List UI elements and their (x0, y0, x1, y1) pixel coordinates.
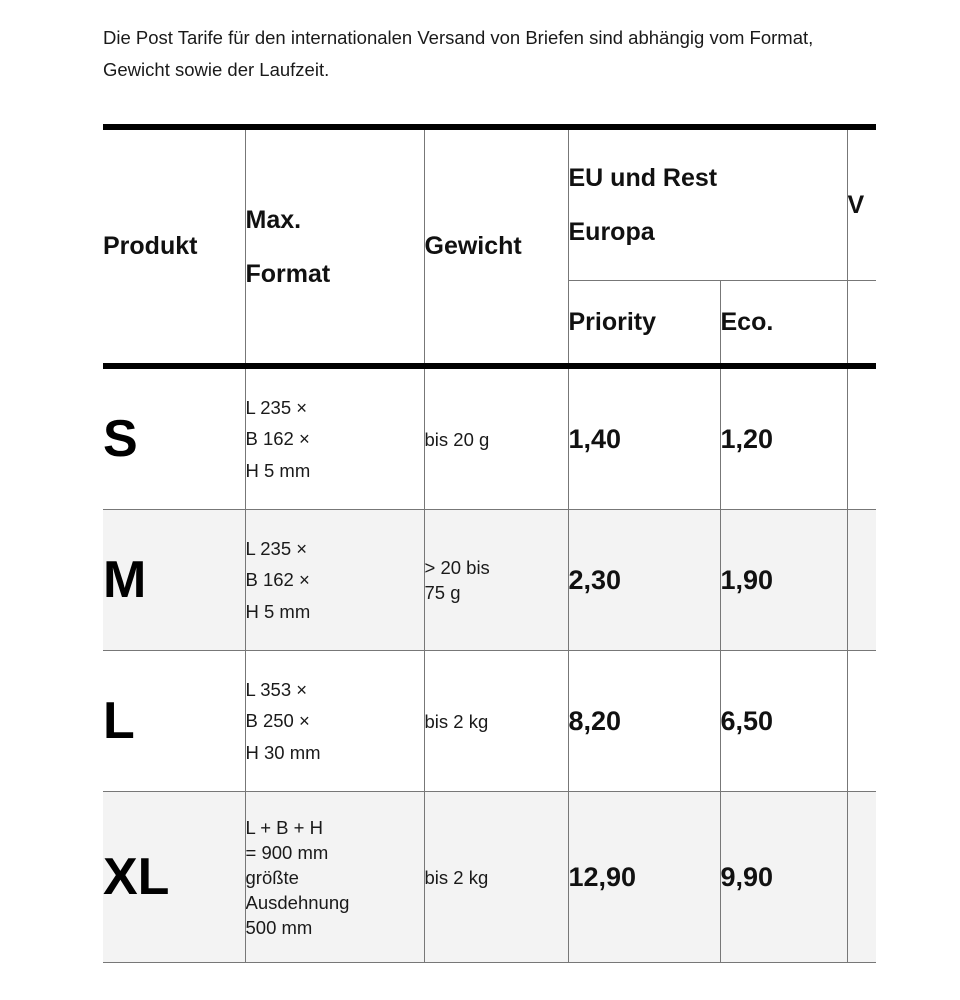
weight-cell (424, 366, 568, 510)
price-eu-eco: 6,50 (720, 651, 847, 792)
format-line: = 900 mm (245, 841, 329, 863)
price-eu-priority: 2,30 (568, 510, 720, 651)
subheader-world-clipped (847, 281, 876, 367)
format-cell (245, 792, 424, 963)
header-weight: Gewicht (424, 127, 568, 366)
size-cell: M (103, 510, 245, 651)
format-line: L 353 × (245, 678, 308, 700)
format-line: größte (245, 866, 299, 888)
size-cell: L (103, 651, 245, 792)
weight-line: > 20 bis (424, 557, 490, 578)
format-line: H 5 mm (245, 459, 311, 481)
size-cell: XL (103, 792, 245, 963)
weight-line: 75 g (424, 582, 461, 603)
table-row (103, 792, 876, 963)
clipped-cell (847, 366, 876, 510)
format-line: B 250 × (245, 710, 310, 732)
tariff-table-scroll-container[interactable] (103, 124, 876, 964)
format-line: L + B + H (245, 816, 323, 838)
subheader-eu-eco: Eco. (720, 281, 847, 367)
header-format-line-2: Format (245, 259, 331, 288)
format-line: B 162 × (245, 428, 310, 450)
intro-line-1: Die Post Tarife für den internationalen Versand von Briefen sind abhängig vom Format, (103, 27, 814, 48)
weight-line: bis 2 kg (424, 710, 489, 732)
weight-cell (424, 792, 568, 963)
price-eu-priority: 1,40 (568, 366, 720, 510)
format-line: L 235 × (245, 396, 308, 418)
weight-cell (424, 651, 568, 792)
header-world-clipped: V (847, 127, 876, 281)
header-product: Produkt (103, 127, 245, 366)
clipped-cell (847, 651, 876, 792)
price-eu-eco: 1,90 (720, 510, 847, 651)
weight-cell (424, 510, 568, 651)
format-line: H 30 mm (245, 741, 321, 763)
format-line: L 235 × (245, 537, 308, 559)
price-eu-priority: 12,90 (568, 792, 720, 963)
price-eu-eco: 1,20 (720, 366, 847, 510)
header-eu-line-1: EU und Rest (568, 164, 718, 192)
format-cell (245, 651, 424, 792)
header-eu-line-2: Europa (568, 218, 655, 246)
format-cell (245, 510, 424, 651)
format-line: H 5 mm (245, 600, 311, 622)
header-row (103, 127, 876, 281)
table-row (103, 651, 876, 792)
weight-line: bis 20 g (424, 428, 490, 450)
intro-text (103, 22, 883, 86)
format-line: 500 mm (245, 916, 313, 938)
intro-line-2: Gewicht sowie der Laufzeit. (103, 59, 330, 80)
format-line: B 162 × (245, 569, 310, 591)
header-eu-rest-europe (568, 127, 847, 281)
clipped-cell (847, 510, 876, 651)
header-max-format (245, 127, 424, 366)
weight-line: bis 2 kg (424, 866, 489, 888)
table-row (103, 366, 876, 510)
header-format-line-1: Max. (245, 205, 302, 234)
format-cell (245, 366, 424, 510)
price-eu-priority: 8,20 (568, 651, 720, 792)
table-row (103, 510, 876, 651)
size-cell: S (103, 366, 245, 510)
price-eu-eco: 9,90 (720, 792, 847, 963)
subheader-eu-priority: Priority (568, 281, 720, 367)
tariff-table (103, 124, 876, 963)
clipped-cell (847, 792, 876, 963)
format-line: Ausdehnung (245, 891, 350, 913)
